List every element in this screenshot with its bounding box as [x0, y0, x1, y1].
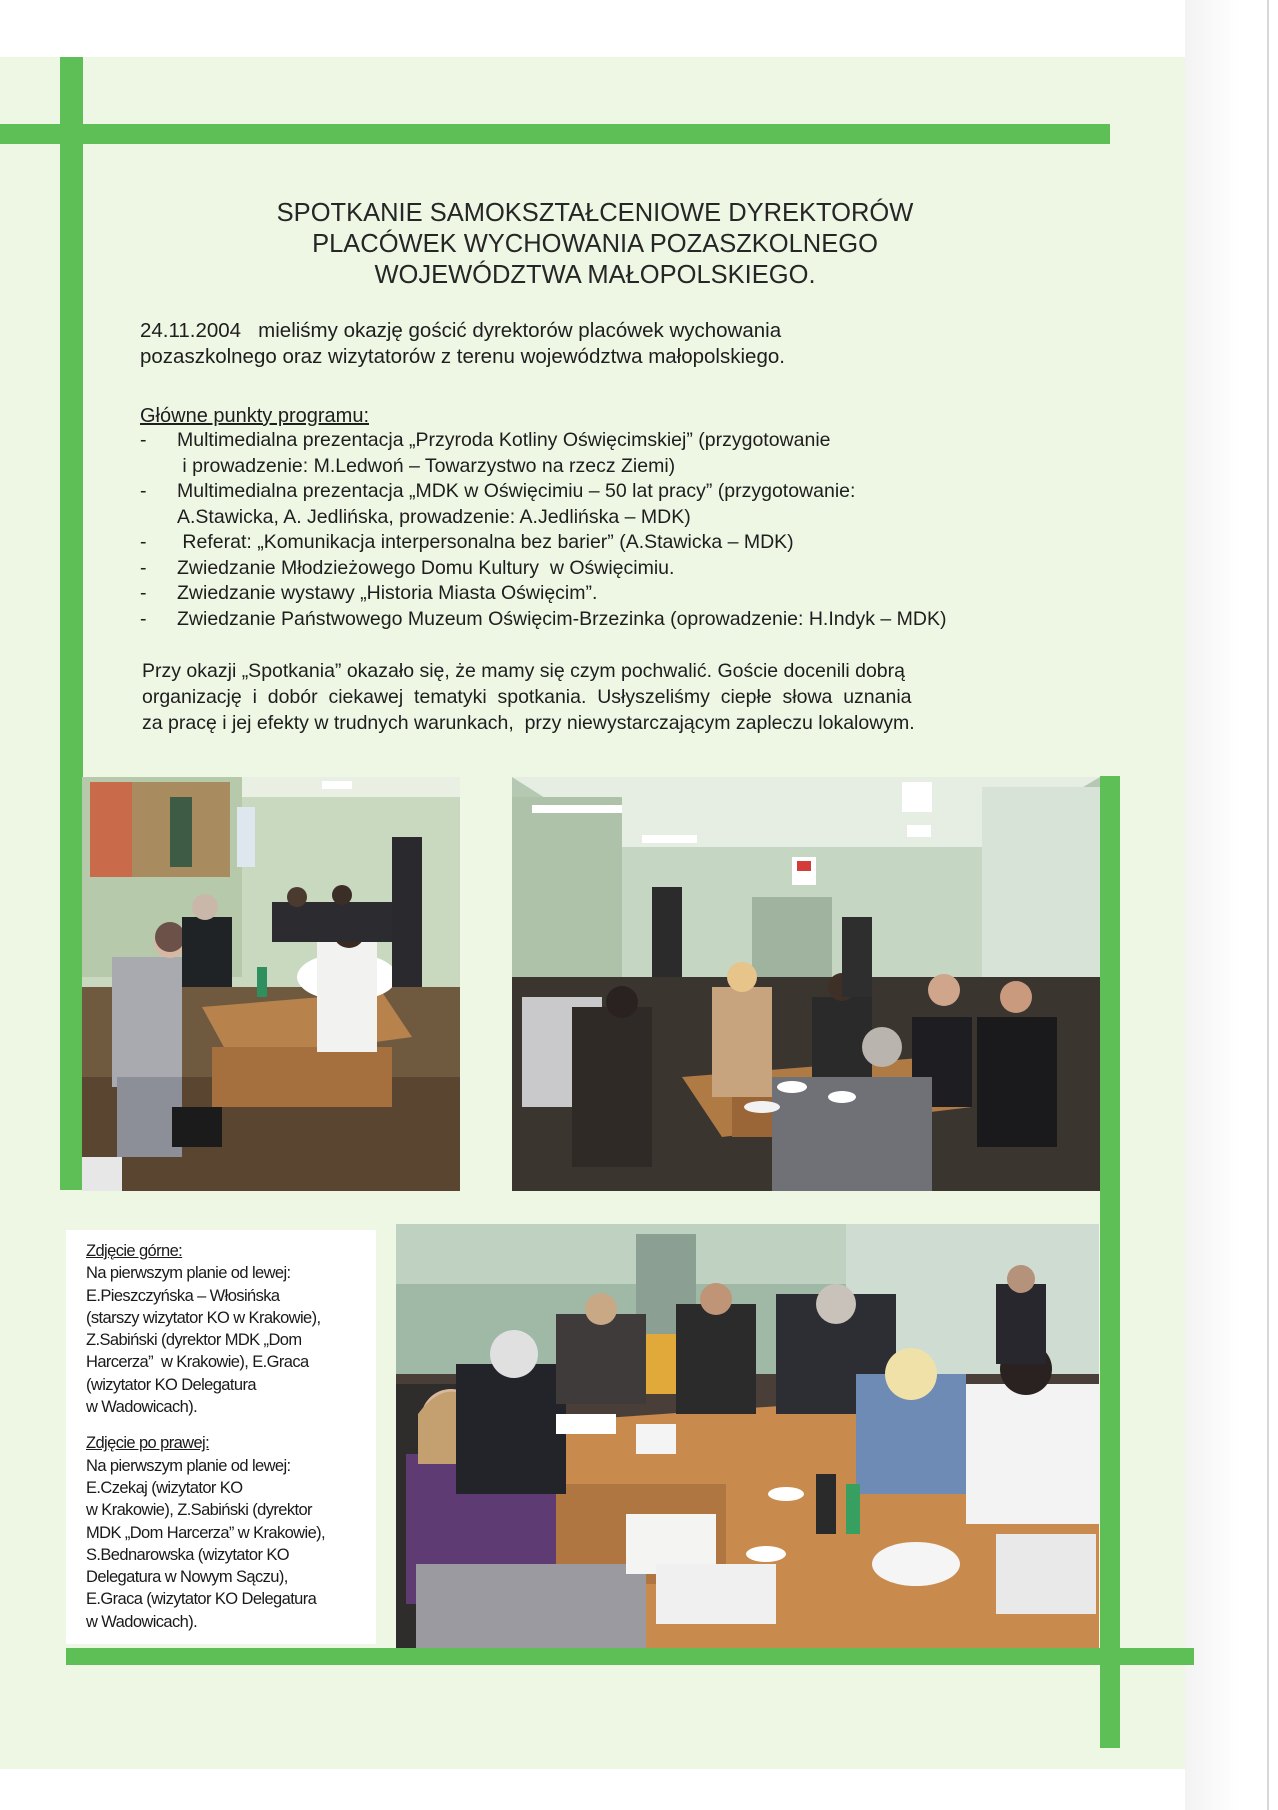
summary-line: organizację i dobór ciekawej tematyki spotkania. Usłyszeliśmy ciepłe słowa uznania [142, 686, 912, 708]
frame-bar-right [1100, 776, 1120, 1748]
frame-bar-bottom [66, 1648, 1194, 1665]
summary-paragraph [142, 658, 1042, 736]
frame-bar-top [0, 124, 1110, 144]
caption-top-heading: Zdjęcie górne: [86, 1242, 183, 1260]
program-item-line: - Multimedialna prezentacja „Przyroda Kotliny Oświęcimskiej” (przygotowanie [177, 429, 831, 451]
program-item-line: - Multimedialna prezentacja „MDK w Oświęcimiu – 50 lat pracy” (przygotowanie: [177, 480, 856, 502]
program-item-line: A.Stawicka, A. Jedlińska, prowadzenie: A.Jedlińska – MDK) [177, 505, 691, 528]
program-item [140, 428, 1060, 479]
caption-line: Delegatura w Nowym Sączu), [86, 1568, 288, 1587]
caption-line: E.Czekaj (wizytator KO [86, 1478, 243, 1497]
scan-margin [1185, 0, 1278, 1810]
program-item-line: - Zwiedzanie Państwowego Muzeum Oświęcim-Brzezinka (oprowadzenie: H.Indyk – MDK) [177, 607, 947, 630]
photo-meeting-wide [512, 777, 1100, 1191]
summary-line: Przy okazji „Spotkania” okazało się, że mamy się czym pochwalić. Goście docenili dobrą [142, 660, 905, 682]
photo-bottom [396, 1224, 1099, 1648]
photo-captions [86, 1240, 376, 1633]
program-item [140, 581, 1060, 607]
program-list [140, 428, 1060, 632]
caption-line: w Krakowie), Z.Sabiński (dyrektor [86, 1501, 312, 1520]
program-item-line: - Zwiedzanie wystawy „Historia Miasta Oświęcim”. [177, 582, 598, 604]
photo-top-left [82, 777, 460, 1191]
summary-line: za pracę i jej efekty w trudnych warunkach, przy niewystarczającym zapleczu lokalowym. [142, 712, 915, 734]
caption-line: E.Graca (wizytator KO Delegatura [86, 1590, 317, 1609]
caption-line: Na pierwszym planie od lewej: [86, 1264, 291, 1283]
program-item-line: - Referat: „Komunikacja interpersonalna bez barier” (A.Stawicka – MDK) [177, 531, 794, 553]
program-item [140, 530, 1060, 556]
title-line: SPOTKANIE SAMOKSZTAŁCENIOWE DYREKTORÓW [276, 199, 914, 227]
caption-spacer [86, 1418, 376, 1432]
program-item-line: - Zwiedzanie Młodzieżowego Domu Kultury w Oświęcimiu. [177, 556, 675, 579]
program-item-line: i prowadzenie: M.Ledwoń – Towarzystwo na rzecz Ziemi) [177, 454, 676, 477]
caption-line: S.Bednarowska (wizytator KO [86, 1545, 289, 1564]
program-item [140, 556, 1060, 582]
photo-meeting-seated-speaker [82, 777, 460, 1191]
intro-line: pozaszkolnego oraz wizytatorów z terenu województwa małopolskiego. [140, 345, 785, 368]
caption-line: w Wadowicach). [86, 1612, 198, 1631]
page-title [150, 198, 1040, 291]
caption-line: Harcerza” w Krakowie), E.Graca [86, 1353, 309, 1372]
program-item [140, 607, 1060, 633]
intro-line: 24.11.2004 mieliśmy okazję gościć dyrektorów placówek wychowania [140, 319, 782, 342]
photo-top-right [512, 777, 1100, 1191]
caption-line: (wizytator KO Delegatura [86, 1375, 256, 1394]
caption-line: MDK „Dom Harcerza” w Krakowie), [86, 1523, 326, 1542]
photo-meeting-table [396, 1224, 1099, 1648]
title-line: WOJEWÓDZTWA MAŁOPOLSKIEGO. [374, 261, 816, 289]
caption-line: Z.Sabiński (dyrektor MDK „Dom [86, 1331, 302, 1350]
caption-line: E.Pieszczyńska – Włosińska [86, 1286, 280, 1305]
frame-bar-left [60, 57, 83, 1190]
program-item [140, 479, 1060, 530]
caption-line: Na pierwszym planie od lewej: [86, 1456, 291, 1475]
program-heading: Główne punkty programu: [140, 405, 370, 427]
title-line: PLACÓWEK WYCHOWANIA POZASZKOLNEGO [312, 230, 878, 258]
intro-paragraph [140, 318, 1040, 370]
caption-line: w Wadowicach). [86, 1398, 198, 1417]
caption-line: (starszy wizytator KO w Krakowie), [86, 1308, 321, 1327]
caption-right-heading: Zdjęcie po prawej: [86, 1434, 210, 1453]
